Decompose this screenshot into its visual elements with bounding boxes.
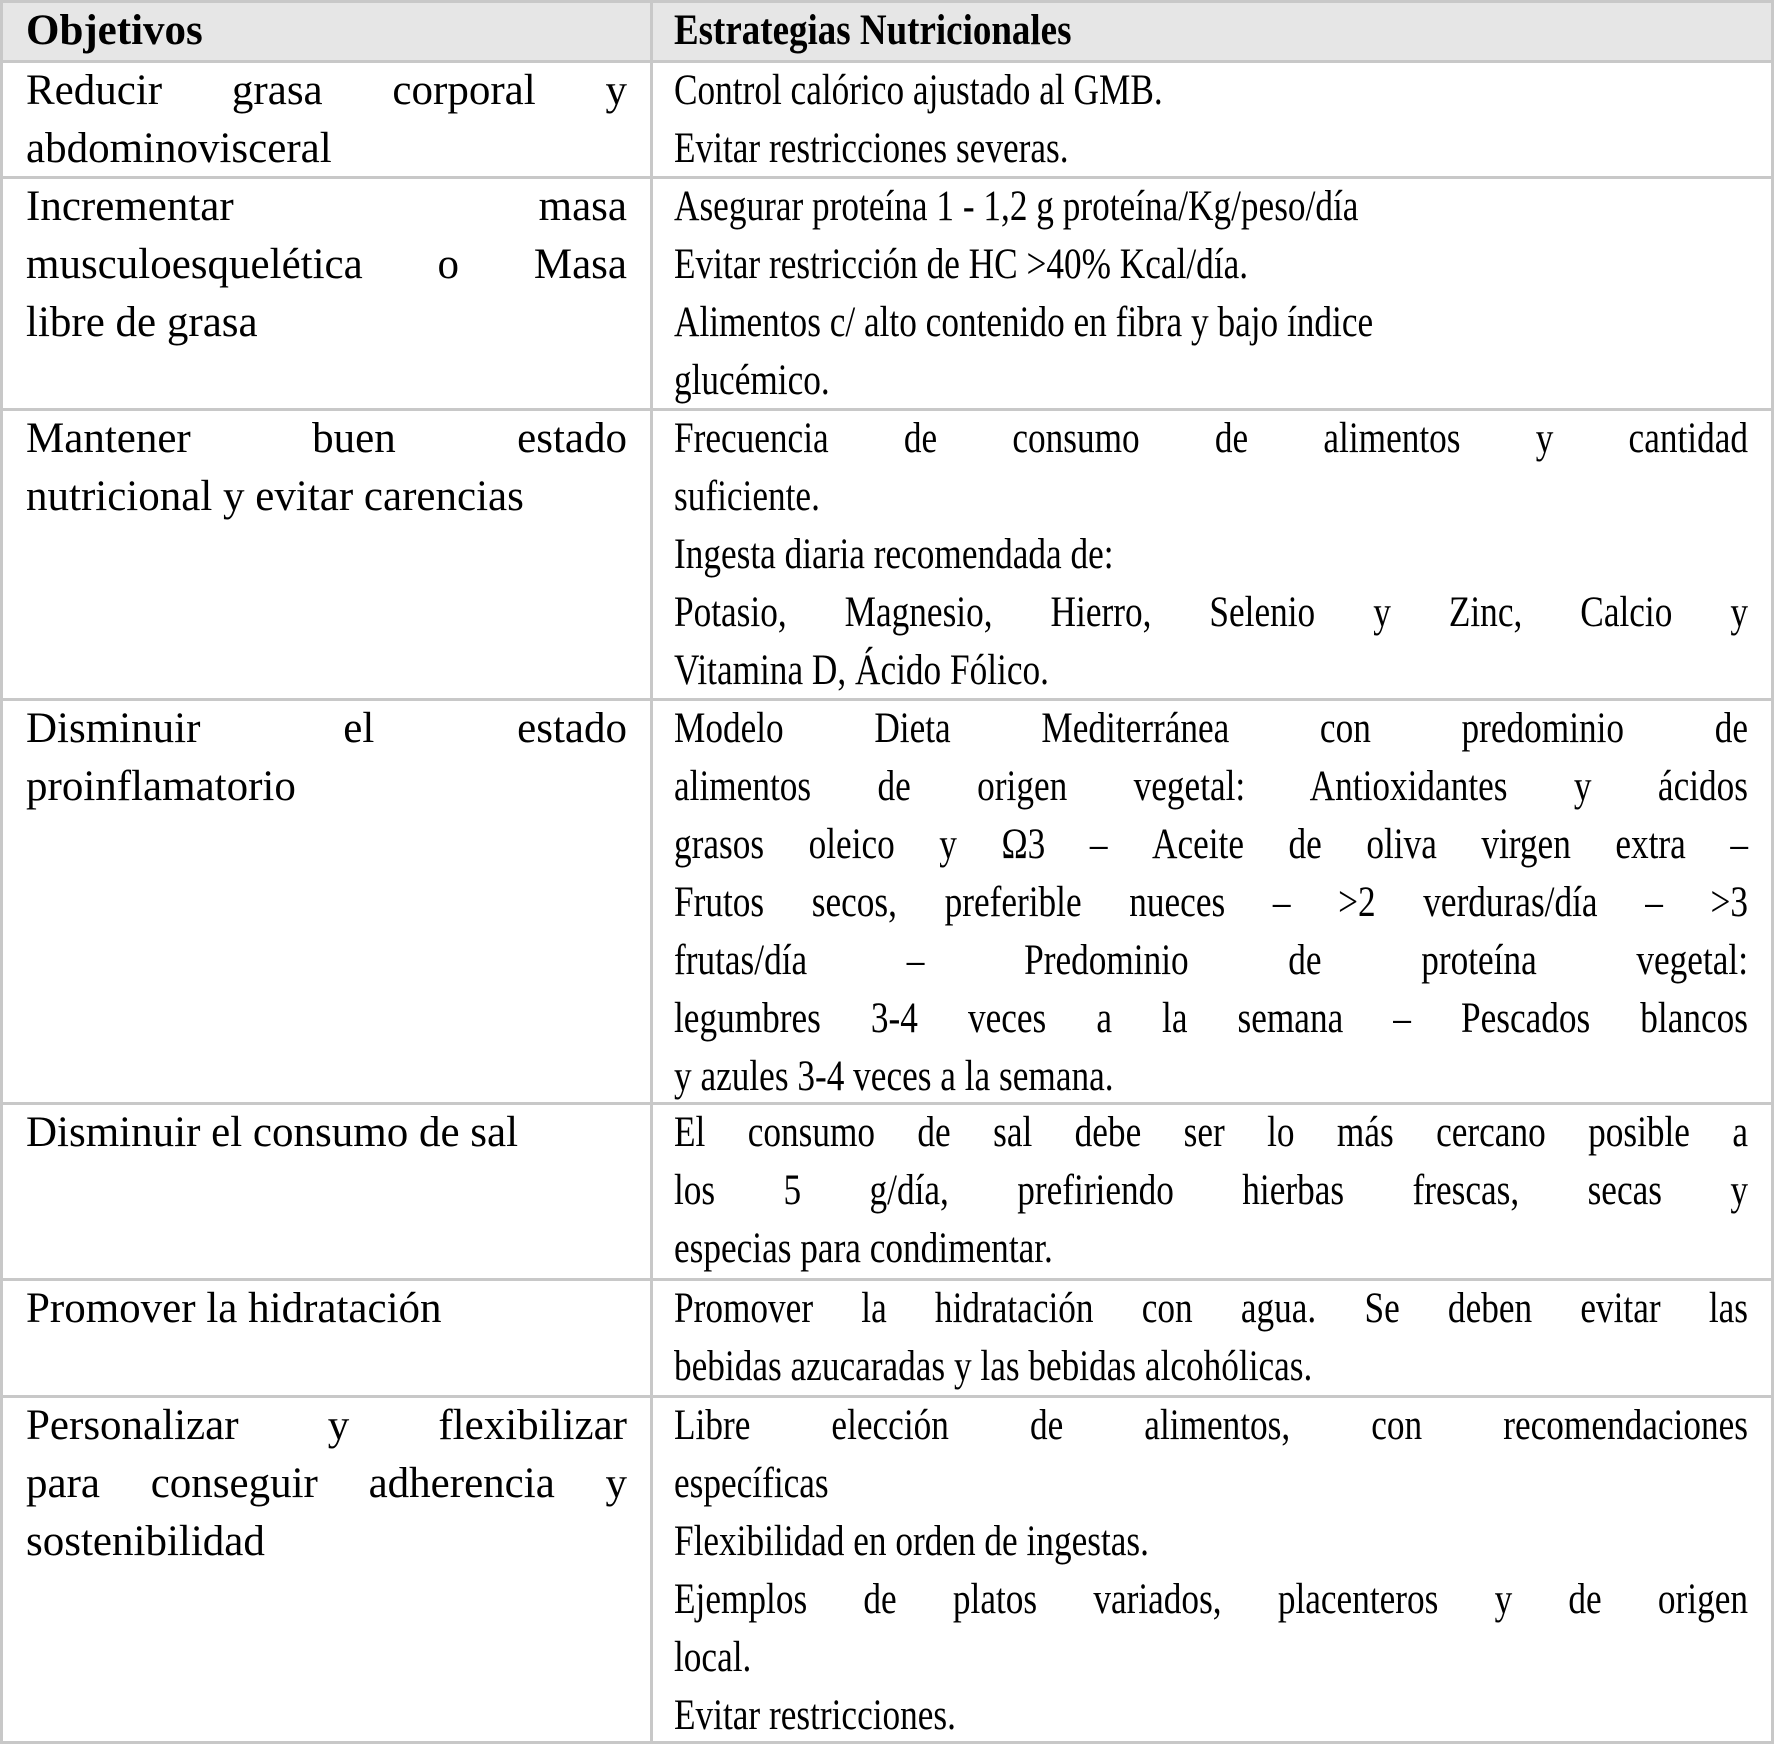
strategy-cell — [654, 1280, 1772, 1397]
strategy-cell — [654, 1397, 1772, 1743]
row-divider — [0, 176, 1774, 179]
objective-text — [26, 1104, 627, 1162]
strategy-cell — [654, 700, 1772, 1104]
strategy-line: grasos oleico y Ω3 – Aceite de oliva virgen extra – — [674, 821, 1748, 868]
objective-line: abdominovisceral — [26, 125, 332, 172]
header-cell-objectives — [2, 2, 651, 61]
strategy-line: local. — [674, 1634, 752, 1681]
objective-line: Personalizar y flexibilizar — [26, 1402, 627, 1449]
objective-line: musculoesquelética o Masa — [26, 241, 627, 288]
strategy-cell — [654, 178, 1772, 410]
strategy-text — [674, 62, 1748, 178]
objective-line: para conseguir adherencia y — [26, 1460, 627, 1507]
strategy-line: Frecuencia de consumo de alimentos y cantidad — [674, 415, 1748, 462]
strategy-line: Evitar restricción de HC >40% Kcal/día. — [674, 241, 1249, 288]
row-divider — [0, 408, 1774, 411]
strategy-line: glucémico. — [674, 357, 830, 404]
strategy-line: suficiente. — [674, 473, 820, 520]
strategy-line: Asegurar proteína 1 - 1,2 g proteína/Kg/peso/día — [674, 183, 1359, 230]
strategy-line: Control calórico ajustado al GMB. — [674, 67, 1163, 114]
objective-cell — [2, 1280, 651, 1397]
strategy-line: legumbres 3-4 veces a la semana – Pescados blancos — [674, 995, 1748, 1042]
strategy-line: Libre elección de alimentos, con recomendaciones — [674, 1402, 1748, 1449]
strategy-line: El consumo de sal debe ser lo más cercano posible a — [674, 1109, 1748, 1156]
strategy-text — [674, 700, 1748, 1104]
objective-cell — [2, 700, 651, 1104]
strategy-cell — [654, 1104, 1772, 1280]
column-divider — [0, 0, 3, 1744]
strategy-text — [674, 1104, 1748, 1278]
table-row — [0, 700, 1774, 1104]
objective-line: sostenibilidad — [26, 1518, 265, 1565]
row-divider — [0, 1278, 1774, 1281]
objective-line: Mantener buen estado — [26, 415, 627, 462]
strategy-line: Vitamina D, Ácido Fólico. — [674, 647, 1049, 694]
header-strategies: Estrategias Nutricionales — [674, 7, 1072, 54]
table-row — [0, 1280, 1774, 1397]
objective-cell — [2, 410, 651, 700]
header-cell-strategies — [654, 2, 1772, 61]
objective-cell — [2, 178, 651, 410]
objective-text — [26, 1397, 627, 1571]
strategy-line: Evitar restricciones. — [674, 1692, 956, 1739]
objective-text — [26, 700, 627, 816]
strategy-line: Potasio, Magnesio, Hierro, Selenio y Zinc, Calcio y — [674, 589, 1748, 636]
objective-text — [26, 62, 627, 178]
objective-line: Reducir grasa corporal y — [26, 67, 627, 114]
header-objectives: Objetivos — [26, 7, 203, 54]
table-row — [0, 410, 1774, 700]
table-row — [0, 178, 1774, 410]
row-divider — [0, 1395, 1774, 1398]
objective-line: Disminuir el consumo de sal — [26, 1109, 519, 1156]
objective-cell — [2, 1397, 651, 1743]
header-row — [0, 2, 1774, 61]
table-row — [0, 1104, 1774, 1280]
strategy-line: frutas/día – Predominio de proteína vegetal: — [674, 937, 1748, 984]
objective-line: nutricional y evitar carencias — [26, 473, 524, 520]
objective-line: proinflamatorio — [26, 763, 296, 810]
column-divider — [650, 0, 653, 1744]
strategy-line: Modelo Dieta Mediterránea con predominio de — [674, 705, 1748, 752]
strategy-line: específicas — [674, 1460, 829, 1507]
table-row — [0, 62, 1774, 178]
objective-cell — [2, 62, 651, 178]
strategy-cell — [654, 410, 1772, 700]
objective-text — [26, 410, 627, 526]
strategy-text — [674, 1280, 1748, 1396]
strategy-line: Promover la hidratación con agua. Se deben evitar las — [674, 1285, 1748, 1332]
strategy-line: alimentos de origen vegetal: Antioxidantes y ácidos — [674, 763, 1748, 810]
row-divider — [0, 1102, 1774, 1105]
row-divider — [0, 0, 1774, 3]
objective-text — [26, 1280, 627, 1338]
strategy-line: bebidas azucaradas y las bebidas alcohólicas. — [674, 1343, 1313, 1390]
objective-line: libre de grasa — [26, 299, 258, 346]
strategy-line: Flexibilidad en orden de ingestas. — [674, 1518, 1149, 1565]
strategy-line: especias para condimentar. — [674, 1225, 1053, 1272]
strategy-line: Evitar restricciones severas. — [674, 125, 1069, 172]
strategy-line: Alimentos c/ alto contenido en fibra y bajo índice — [674, 299, 1374, 346]
table-row — [0, 1397, 1774, 1743]
objective-text — [26, 178, 627, 352]
strategy-cell — [654, 62, 1772, 178]
objective-line: Disminuir el estado — [26, 705, 627, 752]
strategy-line: Frutos secos, preferible nueces – >2 verduras/día – >3 — [674, 879, 1748, 926]
row-divider — [0, 60, 1774, 63]
strategy-text — [674, 178, 1748, 410]
objective-line: Incrementar masa — [26, 183, 627, 230]
strategy-line: Ejemplos de platos variados, placenteros y de origen — [674, 1576, 1748, 1623]
strategy-line: los 5 g/día, prefiriendo hierbas frescas, secas y — [674, 1167, 1748, 1214]
strategy-text — [674, 410, 1748, 700]
strategy-line: y azules 3-4 veces a la semana. — [674, 1053, 1114, 1100]
strategy-line: Ingesta diaria recomendada de: — [674, 531, 1114, 578]
objective-line: Promover la hidratación — [26, 1285, 442, 1332]
strategy-text — [674, 1397, 1748, 1743]
row-divider — [0, 698, 1774, 701]
objective-cell — [2, 1104, 651, 1280]
